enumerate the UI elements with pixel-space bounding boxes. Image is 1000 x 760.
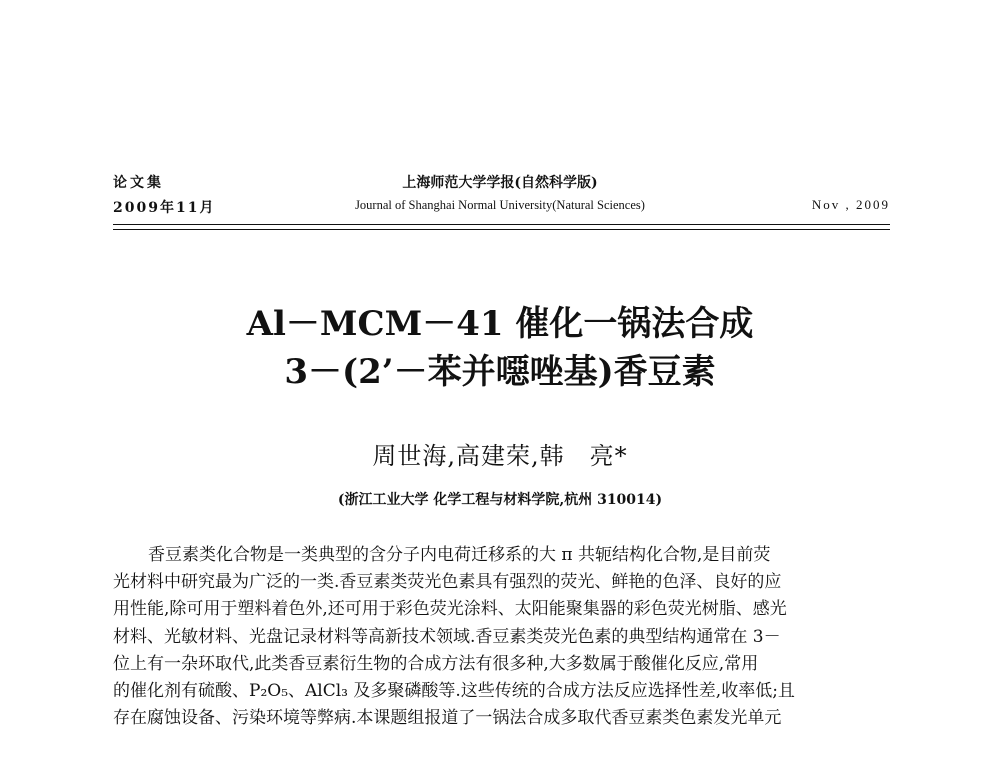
journal-title-cn: 上海师范大学学报(自然科学版) — [402, 175, 598, 191]
title-line-2: 3－(2’－苯并噁唑基)香豆素 — [284, 352, 716, 392]
body-line: 材料、光敏材料、光盘记录材料等高新技术领域.香豆素类荧光色素的典型结构通常在 3－ — [113, 626, 781, 647]
journal-title-en: Journal of Shanghai Normal University(Natural Sciences) — [355, 198, 645, 212]
author-list: 周世海,高建荣,韩 亮* — [372, 442, 628, 470]
header-rule-bottom — [113, 229, 890, 230]
body-line: 香豆素类化合物是一类典型的含分子内电荷迁移系的大 π 共轭结构化合物,是目前荧 — [148, 545, 771, 565]
title-line-1: Al－MCM－41 催化一锅法合成 — [246, 304, 754, 344]
affiliation: (浙江工业大学 化学工程与材料学院,杭州 310014) — [337, 492, 663, 508]
issue-date-en: Nov , 2009 — [811, 197, 890, 212]
body-line: 存在腐蚀设备、污染环境等弊病.本课题组报道了一锅法合成多取代香豆素类色素发光单元 — [113, 708, 782, 729]
body-line: 位上有一杂环取代,此类香豆素衍生物的合成方法有很多种,大多数属于酸催化反应,常用 — [113, 653, 759, 674]
section-label: 论文集 — [113, 175, 164, 191]
paper-title — [0, 300, 1000, 396]
issue-date-cn: 2009年11月 — [113, 200, 216, 216]
body-line: 的催化剂有硫酸、P₂O₅、AlCl₃ 及多聚磷酸等.这些传统的合成方法反应选择性差,收率低;且 — [113, 680, 795, 701]
body-line: 光材料中研究最为广泛的一类.香豆素类荧光色素具有强烈的荧光、鲜艳的色泽、良好的应 — [113, 572, 782, 593]
body-line: 用性能,除可用于塑料着色外,还可用于彩色荧光涂料、太阳能聚集器的彩色荧光树脂、感光 — [113, 599, 787, 620]
header-rule-top — [113, 224, 890, 225]
body-text — [113, 542, 890, 732]
